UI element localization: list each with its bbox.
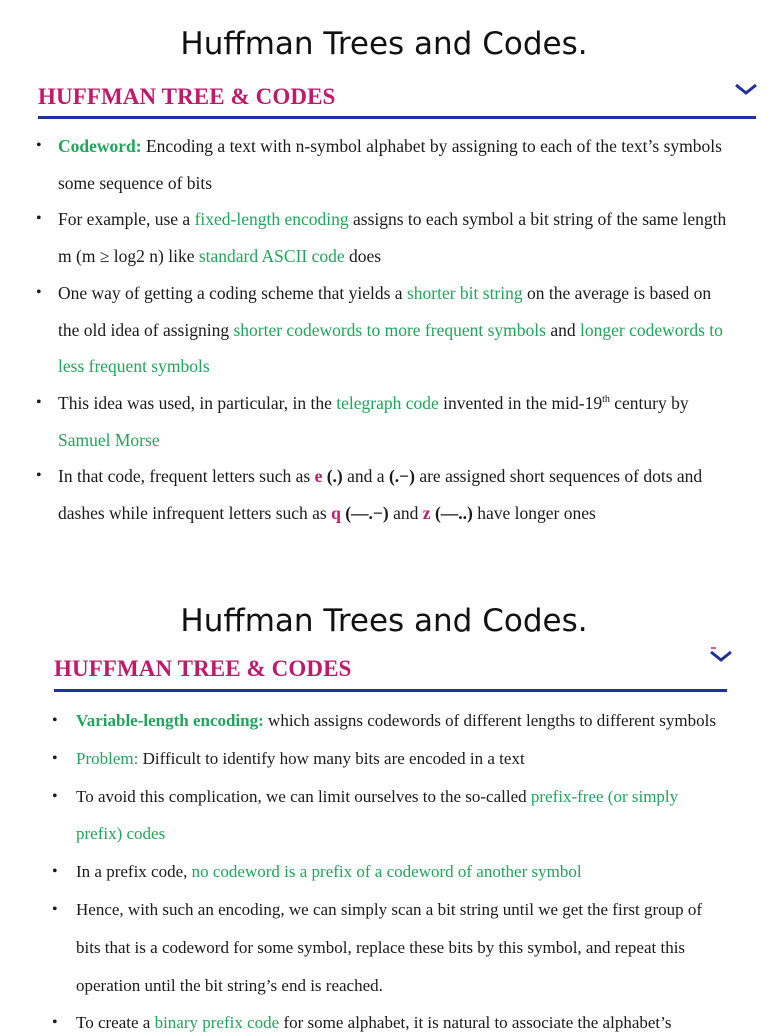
text-run: prefix) codes: [76, 824, 166, 844]
page-title: Huffman Trees and Codes.: [180, 26, 588, 62]
heading-rule: [54, 689, 727, 692]
bullet-text-line: [76, 938, 685, 958]
heading-rule: [38, 116, 756, 119]
text-run: does: [344, 246, 382, 267]
text-run: less frequent symbols: [58, 356, 210, 377]
text-run: (.): [326, 466, 343, 487]
text-run: some sequence of bits: [58, 172, 213, 193]
bullet-marker: •: [36, 210, 42, 228]
text-run: For example, use a: [58, 209, 195, 230]
text-run: fixed-length encoding: [194, 209, 349, 230]
text-run: This idea was used, in particular, in the: [58, 392, 337, 413]
bullet-text-line: [58, 393, 689, 414]
text-run: longer codewords to: [579, 319, 723, 340]
bullet-marker: •: [52, 1014, 58, 1032]
text-run: e: [314, 466, 323, 487]
text-run: standard ASCII code: [198, 246, 345, 267]
bullet-text-line: [58, 246, 381, 267]
text-run: Samuel Morse: [58, 429, 160, 450]
bullet-text-line: [58, 430, 160, 451]
text-run: m (m ≥ log2 n) like: [58, 246, 199, 267]
chevron-down-icon[interactable]: [708, 646, 734, 664]
text-run: Codeword:: [58, 136, 142, 156]
text-run: bits that is a codeword for some symbol, replace these bits by this symbol, and repeat this: [76, 937, 686, 957]
text-run: prefix-free (or simply: [530, 786, 679, 806]
text-run: Variable-length encoding:: [76, 711, 264, 730]
bullet-text-line: [58, 136, 722, 157]
text-run: the old idea of assigning: [58, 319, 234, 340]
text-run: assigns to each symbol a bit string of the same length: [348, 209, 727, 230]
text-run: To avoid this complication, we can limit ourselves to the so-called: [76, 786, 531, 806]
bullet-text-line: [76, 824, 165, 844]
bullet-text-line: [58, 283, 711, 304]
text-run: for some alphabet, it is natural to associate the alphabet’s: [279, 1013, 672, 1033]
text-run: Encoding a text with n-symbol alphabet by assigning to each of the text’s symbols: [141, 136, 722, 156]
text-run: Difficult to identify how many bits are encoded in a text: [138, 748, 525, 768]
slide-heading: HUFFMAN TREE & CODES: [54, 656, 352, 681]
bullet-text-line: [58, 320, 723, 341]
text-run: binary prefix code: [154, 1013, 280, 1033]
bullet-marker: •: [52, 712, 58, 729]
text-run: One way of getting a coding scheme that yields a: [58, 282, 407, 303]
bullet-text-line: [58, 466, 702, 487]
bullet-marker: •: [36, 467, 42, 485]
text-run: z: [422, 503, 431, 523]
text-run: shorter bit string: [406, 282, 523, 303]
text-run: shorter codewords to more frequent symbols: [233, 319, 546, 340]
bullet-text-line: [58, 356, 210, 377]
bullet-text-line: [76, 749, 525, 769]
text-run: and a: [342, 466, 389, 487]
text-run: and: [388, 503, 423, 523]
text-run: th: [602, 394, 610, 406]
text-run: which assigns codewords of different lengths to different symbols: [263, 711, 716, 730]
text-run: In that code, frequent letters such as: [58, 466, 315, 487]
text-run: invented in the mid-19: [438, 392, 603, 413]
bullet-marker: •: [52, 863, 58, 881]
text-run: have longer ones: [472, 503, 596, 523]
bullet-text-line: [58, 173, 212, 194]
bullet-marker: •: [52, 749, 58, 767]
bullet-text-line: [76, 976, 383, 996]
text-run: (.−): [388, 466, 415, 487]
bullet-marker: •: [52, 901, 58, 918]
text-run: and: [545, 319, 580, 340]
slide-heading: HUFFMAN TREE & CODES: [38, 84, 336, 109]
bullet-marker: •: [36, 137, 42, 154]
text-run: century by: [609, 392, 689, 413]
text-run: no codeword is a prefix of a codeword of another symbol: [191, 862, 582, 882]
bullet-text-line: [58, 503, 596, 524]
text-run: q: [331, 503, 341, 523]
bullet-text-line: [76, 711, 716, 731]
text-run: are assigned short sequences of dots and: [414, 466, 703, 487]
chevron-down-icon[interactable]: [734, 82, 758, 96]
text-run: (—.−): [345, 503, 389, 523]
text-run: dashes while infrequent letters such as: [58, 503, 332, 523]
text-run: Problem:: [76, 748, 139, 768]
bullet-marker: •: [36, 393, 42, 411]
page-title: Huffman Trees and Codes.: [180, 603, 588, 639]
bullet-marker: •: [52, 787, 58, 805]
text-run: In a prefix code,: [76, 862, 192, 882]
text-run: on the average is based on: [522, 282, 712, 303]
bullet-text-line: [76, 862, 582, 882]
text-run: To create a: [76, 1013, 155, 1033]
bullet-marker: •: [36, 283, 42, 301]
text-run: (—..): [434, 503, 473, 523]
bullet-text-line: [58, 209, 726, 230]
text-run: telegraph code: [336, 392, 439, 413]
bullet-text-line: [76, 787, 678, 807]
text-run: Hence, with such an encoding, we can simply scan a bit string until we get the first group of: [76, 900, 703, 919]
bullet-text-line: [76, 1013, 671, 1033]
text-run: operation until the bit string’s end is reached.: [76, 975, 383, 995]
bullet-text-line: [76, 900, 702, 920]
